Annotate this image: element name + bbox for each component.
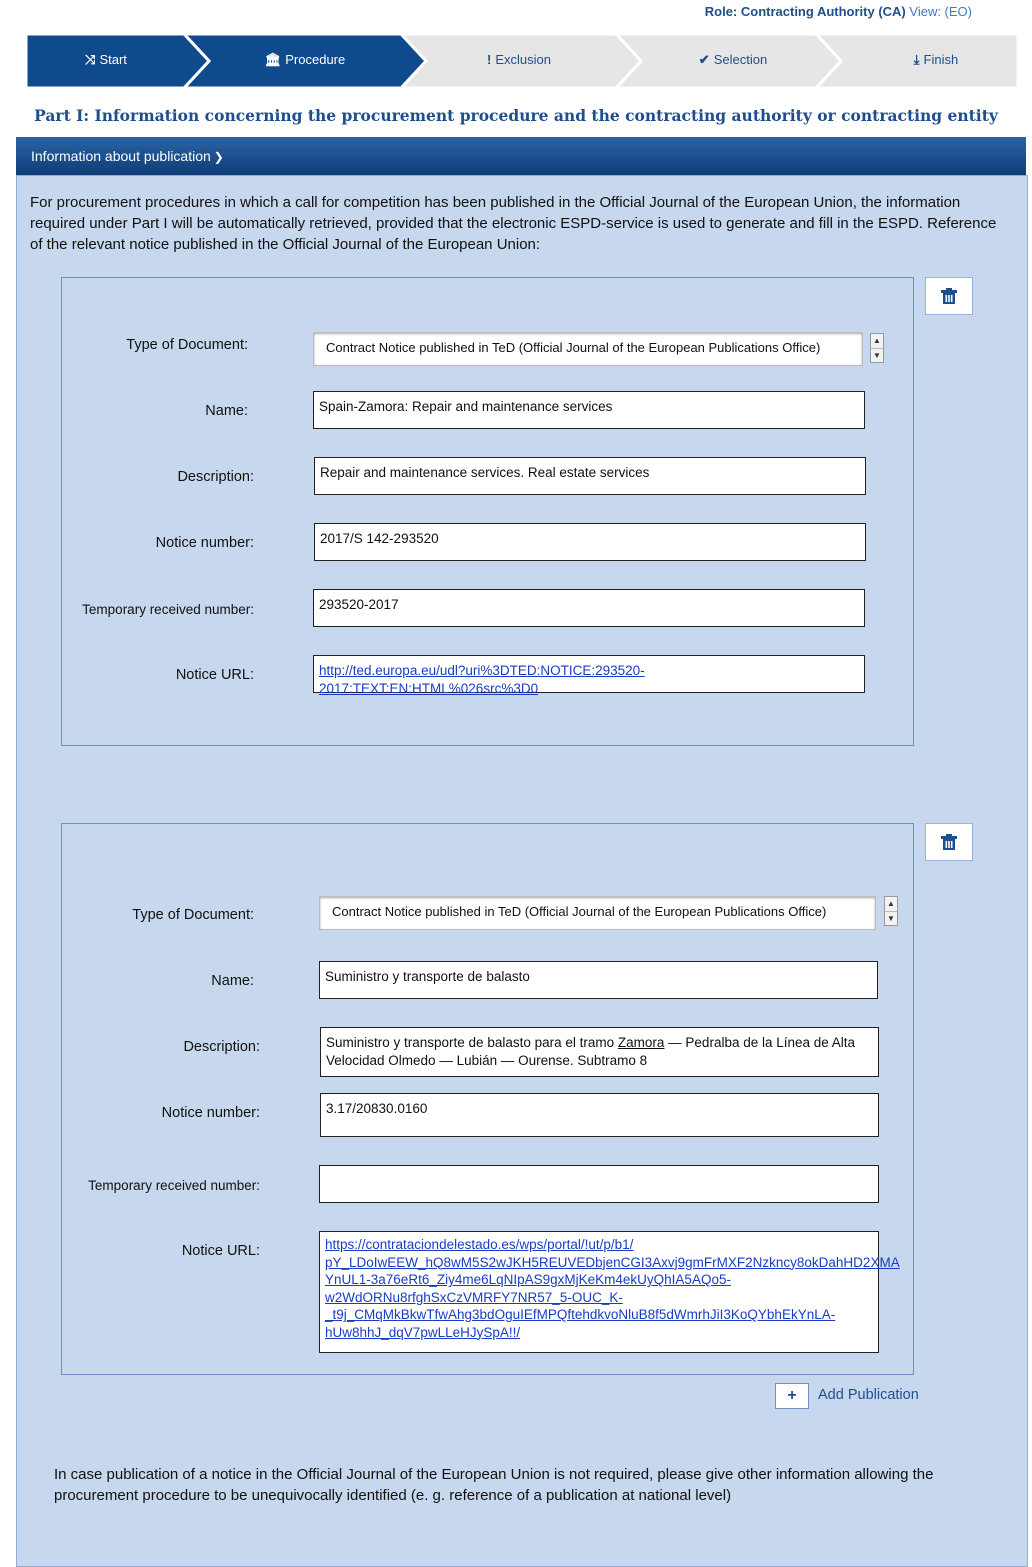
- notice-url-label: Notice URL:: [181, 1243, 260, 1259]
- description-label: Description:: [183, 1039, 260, 1055]
- notice-url-line: pY_LDoIwEEW_hQ8wM5S2wJKH5REUVEDbjenCGI3Axvj9gmFrMXF2Nzkncy8okDahHD2XMA: [325, 1254, 900, 1270]
- step-selection[interactable]: [653, 34, 813, 88]
- notice-number-field[interactable]: 2017/S 142-293520: [314, 523, 866, 561]
- notice-url-link[interactable]: [325, 1236, 900, 1341]
- step-start-label: Start: [99, 52, 127, 67]
- section-header-label: Information about publication: [31, 148, 211, 164]
- download-icon: ⤓: [913, 52, 920, 67]
- step-finish-label: Finish: [923, 52, 959, 67]
- institution-icon: 🏛: [264, 52, 282, 67]
- view-text[interactable]: View: (EO): [909, 4, 972, 19]
- step-exclusion[interactable]: [439, 34, 599, 88]
- type-label: Type of Document:: [132, 907, 254, 923]
- notice-url-field[interactable]: [313, 655, 865, 696]
- name-field[interactable]: Suministro y transporte de balasto: [319, 961, 878, 999]
- role-text: Role: Contracting Authority (CA): [704, 4, 906, 19]
- temp-number-label: Temporary received number:: [88, 1178, 260, 1193]
- step-selection-label: Selection: [713, 52, 768, 67]
- document-type-select[interactable]: Contract Notice published in TeD (Official Journal of the European Publications Office): [313, 332, 863, 366]
- arrow-down-icon[interactable]: ▼: [873, 351, 881, 360]
- type-select-spinner[interactable]: [870, 333, 884, 363]
- step-exclusion-label: Exclusion: [495, 52, 551, 67]
- publication-card: [61, 277, 914, 746]
- name-label: Name:: [211, 973, 254, 989]
- publication-card: [61, 823, 914, 1375]
- wizard-steps: [26, 34, 1018, 88]
- notice-url-line: _t9j_CMqMkBkwTfwAhg3bdOguIEfMPQftehdkvoNluB8f5dWmrhJiI3KoQYbhEkYnLA-: [325, 1307, 836, 1322]
- exclamation-icon: !: [487, 52, 492, 67]
- temp-number-field[interactable]: 293520-2017: [313, 589, 865, 627]
- delete-publication-button[interactable]: [925, 277, 973, 315]
- document-type-select[interactable]: Contract Notice published in TeD (Official Journal of the European Publications Office): [319, 896, 876, 930]
- arrow-down-icon[interactable]: ▼: [887, 914, 895, 923]
- temp-number-label: Temporary received number:: [82, 602, 254, 617]
- notice-url-link[interactable]: http://ted.europa.eu/udl?uri%3DTED:NOTICE:293520-2017:TEXT:EN:HTML%026src%3D0: [319, 663, 645, 696]
- notice-number-label: Notice number:: [155, 535, 254, 551]
- notice-url-line: YnUL1-3a76eRt6_Ziy4me6LqNIpAS9gxMjKeKm4ekUyQhIA5AQo5-: [325, 1272, 731, 1287]
- temp-number-field[interactable]: [319, 1165, 879, 1203]
- add-publication-label[interactable]: Add Publication: [818, 1387, 919, 1403]
- chevron-down-icon: ❯: [213, 150, 224, 164]
- role-indicator: [705, 4, 972, 19]
- step-start[interactable]: [26, 34, 186, 88]
- notice-number-label: Notice number:: [161, 1105, 260, 1121]
- notice-url-line: w2WdORNu8rfghSxCzVMRFY7NR57_5-OUC_K-: [325, 1289, 623, 1305]
- type-select-spinner[interactable]: [884, 896, 898, 926]
- arrow-up-icon[interactable]: ▲: [871, 334, 883, 349]
- step-finish[interactable]: [856, 34, 1016, 88]
- step-procedure-label: Procedure: [285, 52, 346, 67]
- add-publication-button[interactable]: [775, 1383, 809, 1409]
- outro-text: In case publication of a notice in the Official Journal of the European Union is not required, please give other information allowing the procurement procedure to be unequivocally identified (e. g. reference of a publication at national level): [54, 1466, 934, 1504]
- section-header[interactable]: [16, 137, 1026, 175]
- intro-text: For procurement procedures in which a call for competition has been published in the Official Journal of the European Union, the information required under Part I will be automatically retrieved, provided that the electronic ESPD-service is used to generate and fill in the ESPD. Reference of the relevant notice published in the Official Journal of the European Union:: [30, 194, 997, 253]
- trash-icon: [940, 288, 958, 304]
- plus-icon: +: [787, 1387, 797, 1404]
- notice-url-line: hUw8hhJ_dqV7pwLLeHJySpA!!/: [325, 1324, 521, 1340]
- description-text-rest: — Pedralba de la Línea de Alta Velocidad Olmedo — Lubián — Ourense. Subtramo 8: [326, 1035, 856, 1068]
- arrow-up-icon[interactable]: ▲: [885, 897, 897, 912]
- notice-number-field[interactable]: 3.17/20830.0160: [320, 1093, 879, 1137]
- description-field[interactable]: Repair and maintenance services. Real estate services: [314, 457, 866, 495]
- name-label: Name:: [205, 403, 248, 419]
- trash-icon: [940, 834, 958, 850]
- description-text: Suministro y transporte de balasto para el tramo: [326, 1035, 618, 1050]
- notice-url-line: https://contrataciondelestado.es/wps/portal/!ut/p/b1/: [325, 1237, 634, 1252]
- delete-publication-button[interactable]: [925, 823, 973, 861]
- name-field[interactable]: Spain-Zamora: Repair and maintenance services: [313, 391, 865, 429]
- description-field[interactable]: [320, 1027, 879, 1077]
- description-label: Description:: [177, 469, 254, 485]
- description-link[interactable]: Zamora: [617, 1035, 665, 1050]
- shuffle-icon: ⤨: [85, 52, 96, 67]
- notice-url-label: Notice URL:: [175, 667, 254, 683]
- type-label: Type of Document:: [126, 337, 248, 353]
- section-body: [16, 175, 1028, 1567]
- step-procedure[interactable]: [225, 34, 385, 88]
- page-title: Part I: Information concerning the procurement procedure and the contracting authority or contracting entity: [34, 106, 998, 125]
- notice-url-field[interactable]: [319, 1231, 900, 1353]
- check-circle-icon: ✔: [698, 52, 710, 67]
